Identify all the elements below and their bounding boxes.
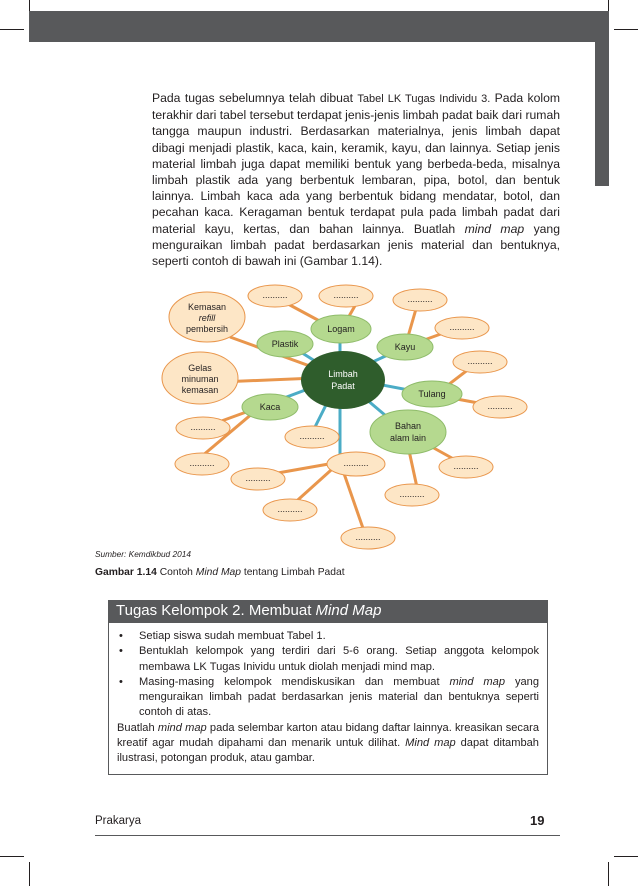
page-number: 19 [530, 813, 545, 828]
gelas-label: kemasan [181, 385, 219, 395]
figure-source: Sumber: Kemdikbud 2014 [95, 549, 191, 559]
leaf-label: .......... [407, 294, 433, 304]
task-bullet: • Bentuklah kelompok yang terdiri dari 5-6 orang. Setiap anggota kelompok membawa LK Tugas Inividu untuk diolah menjadi mind map. [119, 645, 539, 673]
leaf-label: .......... [453, 461, 479, 471]
center-label: Limbah [328, 369, 358, 379]
crop-mark [0, 29, 24, 30]
bahan-label: Bahan [394, 421, 422, 431]
plastik-label: Plastik [271, 339, 299, 349]
tulang-label: Tulang [418, 389, 446, 399]
kemasan-label: pembersih [185, 324, 229, 334]
crop-mark [614, 856, 638, 857]
task-header: Tugas Kelompok 2. Membuat Mind Map [108, 600, 548, 622]
task-list [117, 629, 539, 721]
bahan-label: alam lain [389, 433, 427, 443]
leaf-label: .......... [245, 473, 271, 483]
leaf-label: .......... [333, 290, 359, 300]
crop-mark [0, 856, 24, 857]
leaf-label: .......... [449, 322, 475, 332]
footer-book-title: Prakarya [95, 815, 142, 827]
crop-mark [29, 862, 30, 886]
leaf-label: .......... [277, 504, 303, 514]
leaf-label: .......... [343, 458, 369, 468]
task-bullet: • Masing-masing kelompok mendiskusikan dan membuat mind map yang menguraikan limbah padat berdasarkan jenis material dan bentuknya seperti contoh di atas. [119, 675, 539, 719]
leaf-label: .......... [262, 290, 288, 300]
leaf-label: .......... [355, 532, 381, 542]
leaf-label: .......... [189, 458, 215, 468]
leaf-label: .......... [299, 431, 325, 441]
kayu-label: Kayu [394, 342, 416, 352]
task-closing: Buatlah mind map pada selembar karton atau bidang daftar lainnya. kreasikan secara kreatif agar mudah dipahami dan menarik untuk dilihat. Mind map dapat ditambah ilustrasi, potongan produk, atau gambar. [117, 721, 539, 765]
leaf-label: .......... [467, 356, 493, 366]
leaf-label: .......... [399, 489, 425, 499]
task-bullet: • Setiap siswa sudah membuat Tabel 1. [119, 630, 326, 642]
header-bar [29, 11, 609, 42]
mind-map-figure [150, 282, 530, 552]
gelas-label: Gelas [188, 363, 212, 373]
kaca-label: Kaca [259, 402, 281, 412]
leaf-label: .......... [190, 422, 216, 432]
mind-map-svg [150, 282, 530, 552]
leaf-label: .......... [487, 401, 513, 411]
crop-mark [608, 862, 609, 886]
kemasan-label: Kemasan [187, 302, 227, 312]
footer-divider [95, 835, 560, 836]
intro-paragraph: Pada tugas sebelumnya telah dibuat Tabel LK Tugas Individu 3. Pada kolom terakhir dari tabel tersebut terdapat jenis-jenis limbah padat baik dari rumah tangga maupun industri. Berdasarkan materialnya, jenis limbah dapat dibagi menjadi plastik, kaca, kain, keramik, kayu, dan lainnya. Setiap jenis material limbah juga dapat memiliki bentuk yang berbeda-beda, misalnya limbah plastik ada yang berbentuk lembaran, pipa, botol, dan bentuk lainnya. Limbah kaca ada yang berbentuk bidang mendatar, botol, dan pecahan kaca. Keragaman bentuk terdapat pula pada limbah padat dari material kayu, kertas, dan bahan lainnya. Buatlah mind map yang menguraikan limbah padat berdasarkan jenis material dan bentuknya, seperti contoh di bawah ini (Gambar 1.14). [152, 91, 560, 269]
kemasan-label: refill [198, 313, 216, 323]
figure-caption: Gambar 1.14 Contoh Mind Map tentang Limbah Padat [95, 567, 345, 578]
bahan-node [370, 410, 446, 454]
task-box [108, 622, 548, 775]
side-tab [595, 38, 609, 186]
gelas-label: minuman [181, 374, 219, 384]
center-label: Padat [331, 381, 355, 391]
logam-label: Logam [327, 324, 355, 334]
crop-mark [614, 29, 638, 30]
center-node [301, 351, 385, 409]
